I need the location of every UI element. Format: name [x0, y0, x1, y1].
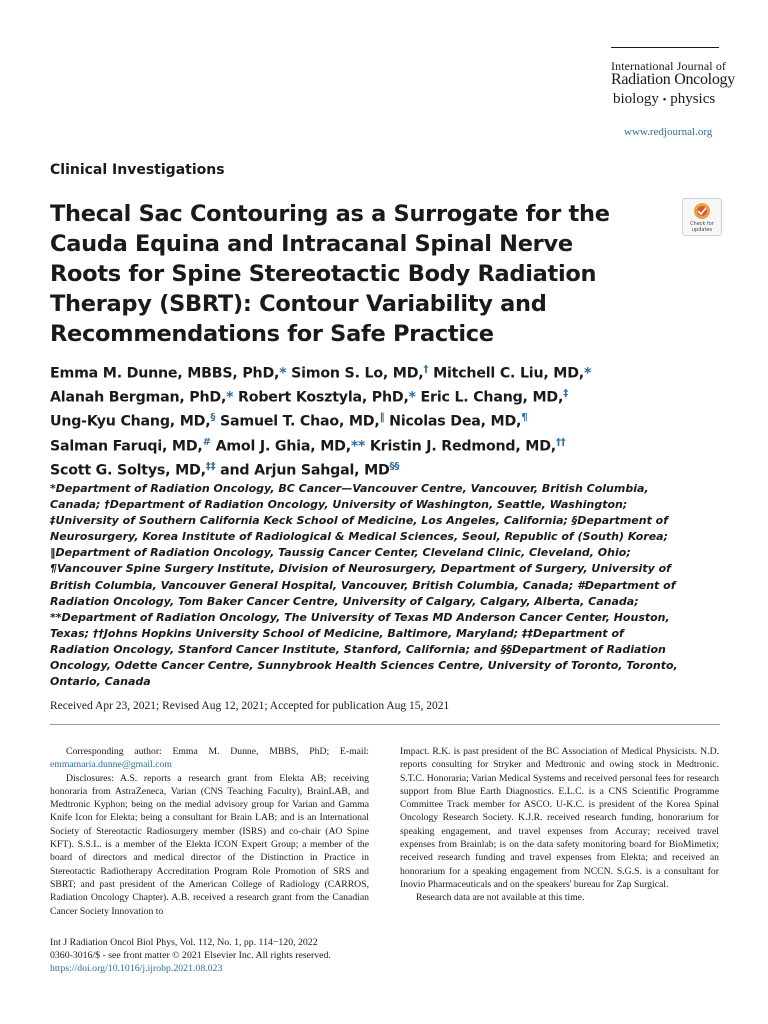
author-name: Salman Faruqi, MD, — [50, 438, 203, 455]
author-affiliation-mark[interactable]: §§ — [389, 460, 400, 472]
email-link[interactable]: emmamaria.dunne@gmail.com — [50, 759, 172, 771]
received-dates: Received Apr 23, 2021; Revised Aug 12, 2021; Accepted for publication Aug 15, 2021 — [50, 700, 450, 712]
author-name: and Arjun Sahgal, MD — [220, 462, 390, 479]
affiliations — [50, 481, 678, 690]
author-affiliation-mark[interactable]: * — [226, 389, 234, 406]
author-name: Scott G. Soltys, MD, — [50, 462, 206, 479]
affiliation-line: ¶Vancouver Spine Surgery Institute, Division of Neurosurgery, Department of Surgery, University of — [50, 562, 671, 576]
author-affiliation-mark[interactable]: * — [279, 365, 287, 382]
author-affiliation-mark[interactable]: § — [210, 412, 216, 424]
author-name: Simon S. Lo, MD, — [291, 365, 424, 382]
journal-url-link[interactable]: www.redjournal.org — [624, 126, 713, 138]
doi-link[interactable]: https://doi.org/10.1016/j.ijrobp.2021.08.023 — [50, 963, 223, 975]
article-title: Thecal Sac Contouring as a Surrogate for the Cauda Equina and Intracanal Spinal Nerve Roots for Spine Stereotactic Body Radiation Therapy (SBRT): Contour Variability and Recommendations for Safe Practice — [50, 201, 610, 347]
author-affiliation-mark[interactable]: ¶ — [521, 412, 528, 424]
affiliation-line: Ontario, Canada — [50, 675, 151, 689]
author-affiliation-mark[interactable]: * — [408, 389, 416, 406]
author-name: Alanah Bergman, PhD, — [50, 389, 227, 406]
journal-rule — [611, 47, 719, 48]
disclosures-continued: Impact. R.K. is past president of the BC Association of Medical Physicists. N.D. reports consulting for Stryker and Medtronic and owing stock in Medtronic. S.T.C. Honoraria; Varian Medical Systems and received personal fees for research support from Blue Earth Diagnostics. E.L.C. is a CNS Scientific Programme Committee Track member for ASCO. U-K.C. is president of the Korea Spinal Oncology Research Society. K.J.R. received research funding, honorarium for speaking engagement, and travel expenses from Accuray; received travel expenses from Brainlab; is on the data safety monitoring board for BioMimetix; received research funding and travel expenses from Elekta; and received an honorarium for a speaking engagement from NCCN. S.G.S. is a consultant for Inovio Pharmaceuticals and on the speakers' bureau for Zap Surgical. — [400, 746, 719, 890]
author-affiliation-mark[interactable]: ** — [350, 438, 366, 455]
check-updates-label: Check for updates — [690, 221, 714, 233]
affiliation-line: *Department of Radiation Oncology, BC Cancer—Vancouver Centre, Vancouver, British Columbia, — [50, 482, 649, 495]
author-list — [50, 360, 650, 481]
author-name: Samuel T. Chao, MD, — [219, 414, 380, 431]
affiliation-line: ‖Department of Radiation Oncology, Taussig Cancer Center, Cleveland Clinic, Cleveland, Ohio; — [50, 546, 631, 560]
affiliation-line: Canada; †Department of Radiation Oncology, University of Washington, Seattle, Washington; — [50, 498, 628, 512]
affiliation-line: Texas; ††Johns Hopkins University School of Medicine, Baltimore, Maryland; ‡‡Department of — [50, 626, 624, 640]
author-name: Ung-Kyu Chang, MD, — [50, 414, 211, 431]
author-name: Nicolas Dea, MD, — [389, 414, 522, 431]
author-affiliation-mark[interactable]: † — [423, 364, 429, 375]
affiliation-line: Radiation Oncology, Stanford Cancer Institute, Stanford, California; and §§Department of Radiation — [50, 642, 666, 656]
journal-bullet: • — [662, 94, 667, 106]
disclosures: Disclosures: A.S. reports a research grant from Elekta AB; receiving honoraria from AstraZeneca, Varian (CNS Teaching Faculty), BrainLAB, and Medtronic Kyphon; being on the medial advisory group for Varian and Gamma Knife Icon for Elekta; being a consultant for Brain LAB; and is an International Society of Stereotactic Radiosurgery member (ISRS) and co-chair (AO Spine KFT). S.S.L. is a member of the Elekta ICON Expert Group; a member of the board of directors and medical director of the Distinction in Practice in Stereotactic Radiotherapy Accreditation Program Role Promotion of SRS and SBRT; and past president of the American College of Radiology (CARROS, Radiation Oncology Chapter). A.B. received a research grant from the Canadian Cancer Society Innovation to — [50, 772, 369, 917]
journal-name-line2: Radiation Oncology — [611, 71, 735, 88]
footer — [50, 936, 331, 976]
check-updates-icon — [683, 200, 721, 222]
author-affiliation-mark[interactable]: ‡‡ — [205, 460, 216, 472]
author-affiliation-mark[interactable]: †† — [555, 436, 566, 448]
divider — [50, 724, 720, 725]
affiliation-line: ‡University of Southern California Keck School of Medicine, Los Angeles, California; §Department of — [50, 514, 669, 528]
author-affiliation-mark[interactable]: * — [583, 365, 592, 382]
author-affiliation-mark[interactable]: # — [202, 436, 211, 448]
affiliation-line: Oncology, Odette Cancer Centre, Sunnybrook Health Sciences Centre, University of Toronto, Toronto, — [50, 659, 678, 673]
author-name: Robert Kosztyla, PhD, — [238, 389, 409, 406]
author-affiliation-mark[interactable]: ‡ — [563, 388, 568, 400]
left-column — [50, 745, 369, 918]
author-name: Mitchell C. Liu, MD, — [433, 365, 584, 382]
journal-name-line1: International Journal of — [611, 59, 727, 73]
affiliation-line: Neurosurgery, Korea Institute of Radiological & Medical Sciences, Seoul, Republic of (South) Korea; — [50, 530, 669, 544]
section-label: Clinical Investigations — [50, 162, 225, 178]
author-name: Amol J. Ghia, MD, — [215, 438, 351, 455]
corresponding-author: Corresponding author: Emma M. Dunne, MBBS, PhD; E-mail: emmamaria.dunne@gmail.com — [50, 746, 369, 771]
affiliation-line: British Columbia, Vancouver General Hospital, Vancouver, British Columbia, Canada; #Department of — [50, 578, 676, 592]
citation: Int J Radiation Oncol Biol Phys, Vol. 112, No. 1, pp. 114−120, 2022 — [50, 937, 318, 948]
issn: 0360-3016/$ - see front matter © 2021 Elsevier Inc. All rights reserved. — [50, 950, 331, 962]
affiliation-line: Radiation Oncology, Tom Baker Cancer Centre, University of Calgary, Calgary, Alberta, Canada; — [50, 594, 639, 608]
author-name: Eric L. Chang, MD, — [420, 389, 564, 406]
author-name: Kristin J. Redmond, MD, — [369, 438, 556, 455]
data-availability: Research data are not available at this time. — [416, 892, 585, 904]
journal-name-line3 — [613, 91, 715, 108]
check-for-updates-badge[interactable] — [682, 198, 722, 236]
journal-biology: biology — [613, 91, 659, 107]
affiliation-line: **Department of Radiation Oncology, The University of Texas MD Anderson Cancer Center, Houston, — [50, 610, 670, 624]
journal-physics: physics — [670, 91, 716, 107]
right-column — [400, 745, 719, 905]
author-name: Emma M. Dunne, MBBS, PhD, — [50, 365, 280, 382]
author-affiliation-mark[interactable]: ‖ — [379, 412, 385, 424]
